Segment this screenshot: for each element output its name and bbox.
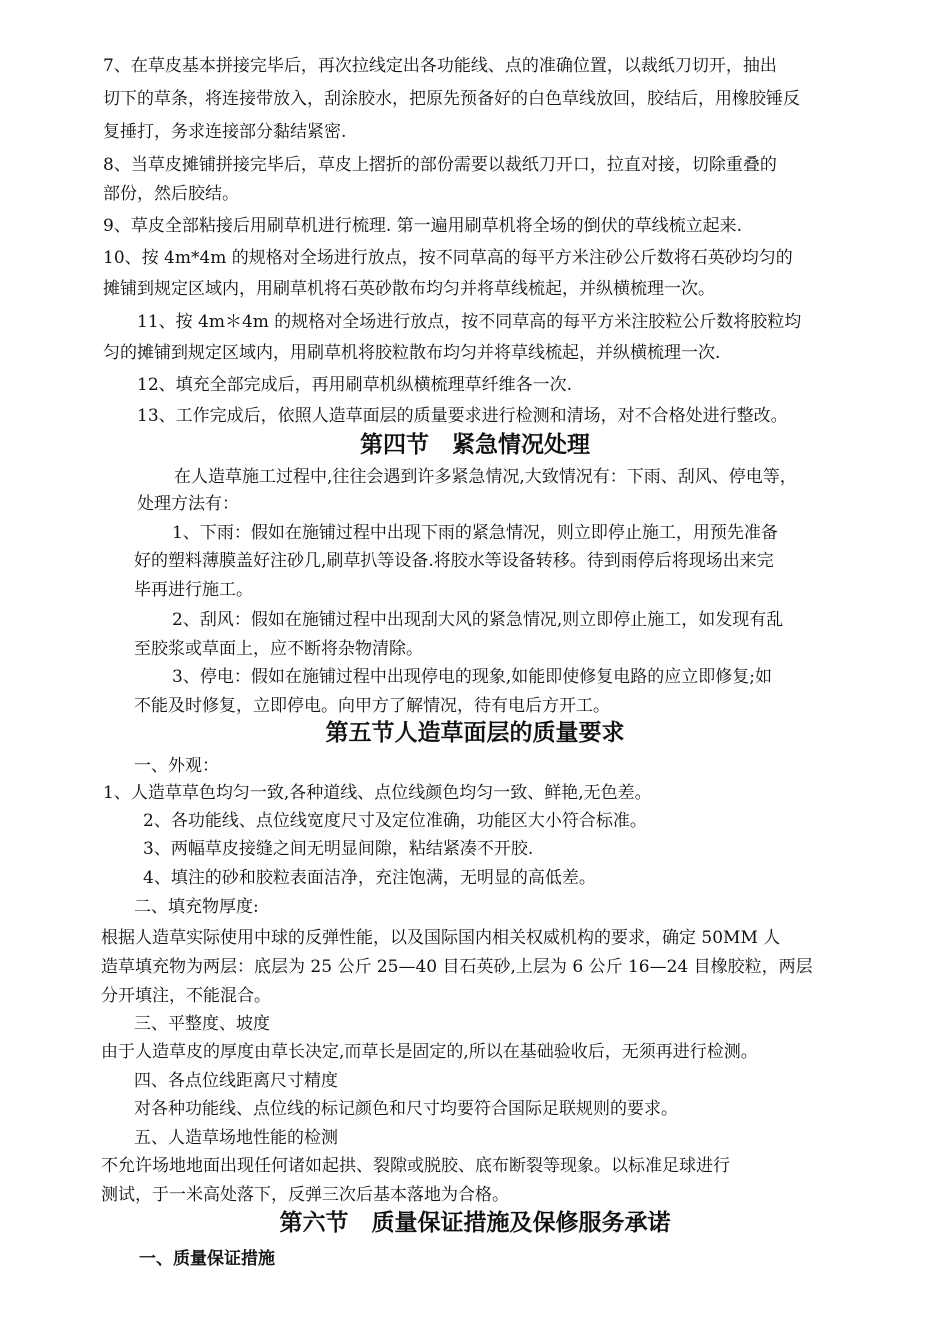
step-13-line-1: 13、工作完成后，依照人造草面层的质量要求进行检测和清场，对不合格处进行整改。 (137, 406, 788, 426)
step-7-line-3: 复捶打，务求连接部分黏结紧密. (103, 122, 347, 142)
step-12-line-1: 12、填充全部完成后，再用刷草机纵横梳理草纤维各一次. (137, 375, 573, 395)
power-line-2: 不能及时修复，立即停电。向甲方了解情况，待有电后方开工。 (134, 696, 610, 716)
filler-line-1: 根据人造草实际使用中球的反弹性能，以及国际国内相关权威机构的要求，确定 50MM 人 (101, 928, 781, 948)
appearance-item-1: 1、人造草草色均匀一致,各种道线、点位线颜色均匀一致、鲜艳,无色差。 (103, 783, 652, 803)
performance-line-1: 不允许场地地面出现任何诸如起拱、裂隙或脱胶、底布断裂等现象。以标准足球进行 (101, 1156, 730, 1176)
section-6-title: 第六节 质量保证措施及保修服务承诺 (279, 1210, 671, 1236)
performance-heading: 五、人造草场地性能的检测 (134, 1128, 338, 1148)
section-4-title: 第四节 紧急情况处理 (360, 432, 590, 458)
performance-line-2: 测试，于一米高处落下，反弹三次后基本落地为合格。 (101, 1185, 509, 1205)
step-10-line-2: 摊铺到规定区域内，用刷草机将石英砂散布均匀并将草线梳起，并纵横梳理一次。 (103, 279, 715, 299)
step-7-line-2: 切下的草条，将连接带放入，刮涂胶水，把原先预备好的白色草线放回，胶结后，用橡胶锤反 (103, 89, 800, 109)
precision-heading: 四、各点位线距离尺寸精度 (134, 1071, 338, 1091)
wind-line-2: 至胶浆或草面上，应不断将杂物清除。 (134, 639, 423, 659)
filler-line-3: 分开填注，不能混合。 (101, 986, 271, 1006)
step-8-line-2: 部份，然后胶结。 (103, 184, 239, 204)
rain-line-2: 好的塑料薄膜盖好注砂几,刷草扒等设备.将胶水等设备转移。待到雨停后将现场出来完 (134, 551, 774, 571)
power-line-1: 3、停电：假如在施铺过程中出现停电的现象,如能即使修复电路的应立即修复;如 (172, 667, 772, 687)
step-10-line-1: 10、按 4m*4m 的规格对全场进行放点，按不同草高的每平方米注砂公斤数将石英砂均匀的 (103, 248, 793, 268)
appearance-item-2: 2、各功能线、点位线宽度尺寸及定位准确，功能区大小符合标准。 (143, 811, 647, 831)
step-7-line-1: 7、在草皮基本拼接完毕后，再次拉线定出各功能线、点的准确位置，以裁纸刀切开，抽出 (103, 56, 777, 76)
flatness-text: 由于人造草皮的厚度由草长决定,而草长是固定的,所以在基础验收后，无须再进行检测。 (101, 1042, 758, 1062)
rain-line-1: 1、下雨：假如在施铺过程中出现下雨的紧急情况，则立即停止施工，用预先准备 (172, 523, 778, 543)
quality-measures-heading: 一、质量保证措施 (139, 1249, 275, 1269)
filler-line-2: 造草填充物为两层：底层为 25 公斤 25—40 目石英砂,上层为 6 公斤 16—24 目橡胶粒，两层 (101, 957, 813, 977)
wind-line-1: 2、刮风：假如在施铺过程中出现刮大风的紧急情况,则立即停止施工，如发现有乱 (172, 610, 784, 630)
rain-line-3: 毕再进行施工。 (134, 580, 253, 600)
section-4-intro-line-2: 处理方法有： (137, 494, 239, 514)
appearance-item-3: 3、两幅草皮接缝之间无明显间隙，粘结紧凑不开胶. (143, 839, 534, 859)
step-11-line-2: 匀的摊铺到规定区域内，用刷草机将胶粒散布均匀并将草线梳起，并纵横梳理一次. (103, 343, 721, 363)
section-5-title: 第五节人造草面层的质量要求 (325, 720, 625, 746)
precision-text: 对各种功能线、点位线的标记颜色和尺寸均要符合国际足联规则的要求。 (134, 1099, 678, 1119)
flatness-heading: 三、平整度、坡度 (134, 1014, 270, 1034)
step-9-line-1: 9、草皮全部粘接后用刷草机进行梳理. 第一遍用刷草机将全场的倒伏的草线梳立起来. (103, 216, 743, 236)
appearance-item-4: 4、填注的砂和胶粒表面洁净，充注饱满，无明显的高低差。 (143, 868, 596, 888)
section-4-intro-line-1: 在人造草施工过程中,往往会遇到许多紧急情况,大致情况有：下雨、刮风、停电等， (174, 467, 797, 487)
filler-heading: 二、填充物厚度: (134, 897, 259, 917)
step-11-line-1: 11、按 4m＊4m 的规格对全场进行放点，按不同草高的每平方米注胶粒公斤数将胶粒均 (137, 312, 802, 332)
step-8-line-1: 8、当草皮摊铺拼接完毕后，草皮上摺折的部份需要以裁纸刀开口，拉直对接，切除重叠的 (103, 155, 777, 175)
appearance-heading: 一、外观： (134, 756, 219, 776)
